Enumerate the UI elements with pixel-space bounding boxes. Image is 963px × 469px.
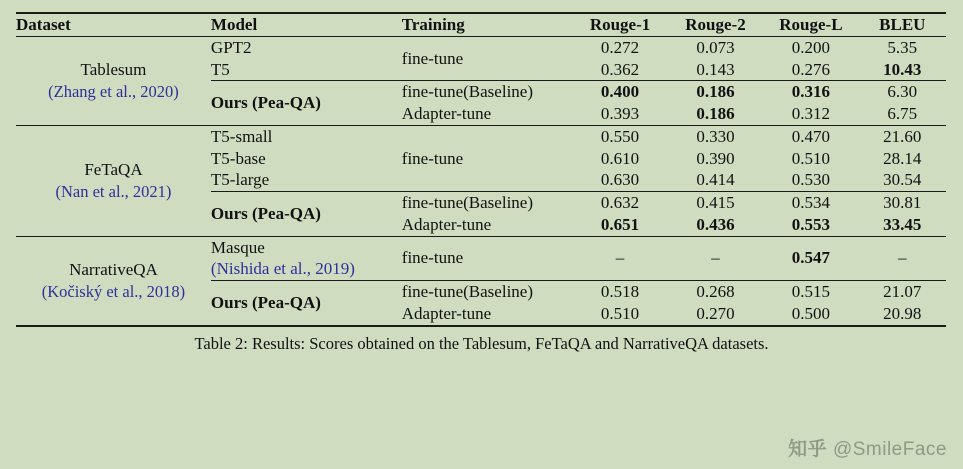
rouge1-value: 0.630 (600, 170, 640, 190)
rouge1-value: 0.272 (600, 37, 640, 57)
training-cell: Adapter-tune (401, 303, 492, 323)
rouge2-value: 0.415 (696, 193, 735, 212)
rougel-value: 0.500 (791, 303, 831, 323)
bleu-value: 10.43 (883, 59, 922, 79)
watermark (788, 434, 947, 461)
column-header-rouge1: Rouge-1 (589, 15, 651, 34)
dataset-name: NarrativeQA (69, 260, 158, 280)
training-cell: fine-tune (401, 248, 464, 268)
bleu-value: 21.07 (883, 282, 922, 301)
rougel-value: 0.312 (791, 104, 831, 123)
rougel-value: 0.515 (791, 282, 831, 301)
dataset-citation: (Kočiský et al., 2018) (41, 281, 186, 301)
rouge2-value: 0.268 (696, 282, 735, 301)
rouge1-value: 0.393 (600, 104, 640, 123)
rougel-value: 0.534 (791, 193, 831, 212)
column-header-rouge2: Rouge-2 (685, 15, 746, 34)
model-cell: T5-small (210, 126, 273, 146)
rouge1-value: – (615, 248, 625, 268)
dataset-name: FeTaQA (84, 160, 143, 180)
bleu-value: 30.81 (883, 193, 922, 212)
bleu-value: 20.98 (883, 303, 922, 323)
rougel-value: 0.530 (791, 170, 831, 190)
model-cell: GPT2 (210, 37, 252, 57)
rougel-value: 0.547 (791, 248, 831, 268)
bleu-value: 28.14 (883, 148, 922, 168)
table-body-fetaqa (16, 125, 946, 236)
rouge1-value: 0.400 (600, 82, 640, 102)
model-cell-ours: Ours (Pea-QA) (210, 93, 321, 113)
rouge2-value: 0.270 (696, 303, 735, 323)
watermark-text: @SmileFace (832, 439, 947, 460)
table-row (16, 236, 946, 281)
rougel-value: 0.316 (791, 82, 831, 102)
rouge1-value: 0.632 (600, 193, 640, 212)
training-cell: fine-tune (401, 48, 464, 68)
model-citation: (Nishida et al., 2019) (210, 259, 355, 279)
training-cell: fine-tune(Baseline) (401, 193, 533, 212)
bleu-value: 5.35 (887, 37, 918, 57)
rougel-value: 0.200 (791, 37, 831, 57)
rouge1-value: 0.550 (600, 126, 640, 146)
model-cell: T5-large (210, 170, 270, 190)
table-body-narrativeqa (16, 236, 946, 326)
table-body-tablesum (16, 36, 946, 125)
rouge2-value: 0.390 (696, 148, 735, 168)
column-header-dataset: Dataset (16, 15, 71, 34)
column-header-rougel: Rouge-L (779, 15, 843, 34)
model-cell-ours: Ours (Pea-QA) (210, 203, 321, 223)
dataset-citation: (Zhang et al., 2020) (48, 82, 179, 102)
dataset-name: Tablesum (80, 60, 147, 80)
rouge1-value: 0.518 (600, 282, 640, 301)
training-cell: Adapter-tune (401, 214, 492, 234)
bleu-value: 21.60 (883, 126, 922, 146)
table-caption: Table 2: Results: Scores obtained on the Tablesum, FeTaQA and NarrativeQA datasets. (194, 333, 769, 353)
rougel-value: 0.470 (791, 126, 831, 146)
rouge1-value: 0.610 (600, 148, 640, 168)
rouge2-value: 0.436 (696, 214, 735, 234)
rouge2-value: 0.186 (696, 104, 735, 123)
dataset-cell-fetaqa (16, 125, 211, 236)
dataset-cell-tablesum (16, 36, 211, 125)
column-header-bleu: BLEU (879, 15, 926, 34)
table-row (16, 36, 946, 58)
bleu-value: 6.75 (887, 104, 918, 123)
training-cell: fine-tune (401, 148, 464, 168)
rouge2-value: 0.186 (696, 82, 735, 102)
training-cell: fine-tune(Baseline) (401, 82, 533, 102)
rouge1-value: 0.510 (600, 303, 640, 323)
table-row (16, 125, 946, 147)
table-header-row (16, 13, 946, 36)
model-cell-masque (211, 236, 402, 281)
model-cell-ours: Ours (Pea-QA) (210, 292, 321, 312)
dataset-citation: (Nan et al., 2021) (55, 181, 172, 201)
rouge2-value: 0.414 (696, 170, 735, 190)
bleu-value: 30.54 (883, 170, 922, 190)
rouge2-value: 0.073 (696, 37, 735, 57)
bleu-value: 33.45 (883, 214, 922, 234)
rouge2-value: 0.143 (696, 59, 735, 79)
rouge1-value: 0.651 (600, 214, 640, 234)
results-table (16, 12, 946, 327)
training-cell: fine-tune(Baseline) (401, 282, 533, 301)
model-cell: T5 (210, 59, 230, 79)
watermark-logo: 知乎 (788, 439, 828, 460)
training-cell: Adapter-tune (401, 104, 492, 123)
dataset-cell-narrativeqa (16, 236, 211, 326)
model-name: Masque (210, 237, 265, 257)
model-cell: T5-base (210, 148, 266, 168)
column-header-model: Model (210, 15, 258, 34)
bleu-value: – (898, 248, 907, 268)
rougel-value: 0.276 (791, 59, 831, 79)
rouge2-value: – (711, 248, 720, 268)
rouge2-value: 0.330 (696, 126, 735, 146)
column-header-training: Training (401, 15, 465, 34)
rougel-value: 0.553 (791, 214, 831, 234)
table-header (16, 13, 946, 36)
bleu-value: 6.30 (887, 82, 918, 102)
rougel-value: 0.510 (791, 148, 831, 168)
rouge1-value: 0.362 (600, 59, 640, 79)
